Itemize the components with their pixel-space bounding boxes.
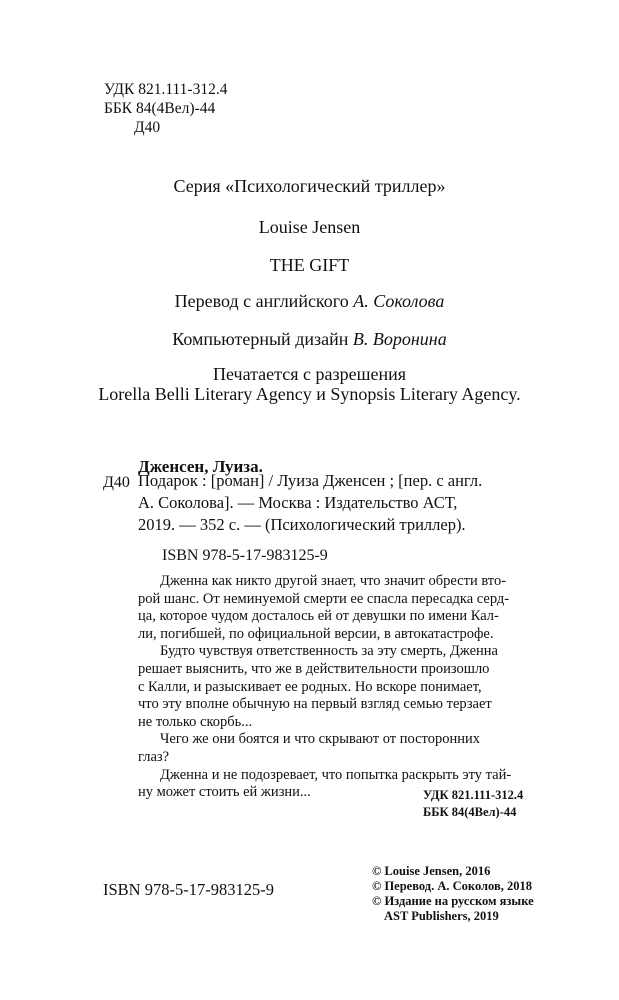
annotation-line: рой шанс. От неминуемой смерти ее спасла пересадка серд-: [138, 590, 510, 607]
bottom-isbn: ISBN 978-5-17-983125-9: [103, 880, 274, 899]
classification-codes-small: [423, 787, 523, 821]
series-line: Серия «Психологический триллер»: [173, 176, 446, 196]
annotation-line: ца, которое чудом досталось ей от девушки по имени Кал-: [138, 608, 499, 625]
author-mark: Д40: [134, 119, 161, 136]
copyright-line: © Louise Jensen, 2016: [372, 864, 491, 878]
annotation-line: Чего же они боятся и что скрывают от посторонних: [160, 731, 480, 748]
design-label: Компьютерный дизайн: [172, 329, 349, 349]
copyright-line: © Издание на русском языке: [372, 894, 534, 908]
permission-line-1: Печатается с разрешения: [212, 364, 406, 384]
original-title: THE GIFT: [269, 255, 350, 275]
original-author: Louise Jensen: [258, 217, 361, 237]
annotation-line: не только скорбь...: [138, 713, 253, 730]
annotation: [138, 573, 540, 802]
copyright-line: © Перевод. А. Соколов, 2018: [372, 879, 532, 893]
translation-credit: [0, 291, 619, 312]
biblio-line: 2019. — 352 с. — (Психологический триллер).: [138, 515, 466, 534]
permission-line-2: Lorella Belli Literary Agency и Synopsis Literary Agency.: [98, 384, 521, 404]
annotation-line: Дженна как никто другой знает, что значит обрести вто-: [160, 573, 507, 589]
designer-name: В. Воронина: [352, 329, 447, 349]
bbk-code: ББК 84(4Вел)-44: [104, 100, 216, 117]
annotation-line: решает выяснить, что же в действительности произошло: [138, 660, 490, 677]
translation-label: Перевод с английского: [174, 291, 349, 311]
udk-code-small: УДК 821.111-312.4: [423, 788, 524, 802]
bibliographic-mark: Д40: [103, 474, 130, 491]
biblio-line: Подарок : [роман] / Луиза Дженсен ; [пер. с англ.: [138, 471, 483, 490]
bibliographic-isbn: ISBN 978-5-17-983125-9: [162, 547, 328, 564]
bibliographic-description: [138, 470, 482, 536]
translator-name: А. Соколова: [353, 291, 445, 311]
copyright-line: AST Publishers, 2019: [384, 909, 499, 923]
bbk-code-small: ББК 84(4Вел)-44: [423, 805, 517, 819]
annotation-line: глаз?: [138, 748, 170, 765]
annotation-line: ли, погибшей, по официальной версии, в автокатастрофе.: [138, 625, 494, 642]
classification-codes: [104, 80, 227, 137]
annotation-line: с Калли, и разыскивает ее родных. Но вскоре понимает,: [138, 678, 482, 695]
design-credit: [0, 329, 619, 350]
bibliographic-author-heading: Дженсен, Луиза.: [138, 457, 263, 476]
udk-code: УДК 821.111-312.4: [104, 81, 228, 98]
annotation-line: что эту вполне обычную на первый взгляд семью терзает: [138, 696, 492, 713]
annotation-line: Дженна и не подозревает, что попытка раскрыть эту тай-: [160, 766, 512, 783]
annotation-line: ну может стоить ей жизни...: [138, 784, 311, 801]
copyright-block: [372, 864, 534, 924]
annotation-line: Будто чувствуя ответственность за эту смерть, Дженна: [160, 643, 498, 660]
biblio-line: А. Соколова]. — Москва : Издательство АСТ,: [138, 493, 458, 512]
